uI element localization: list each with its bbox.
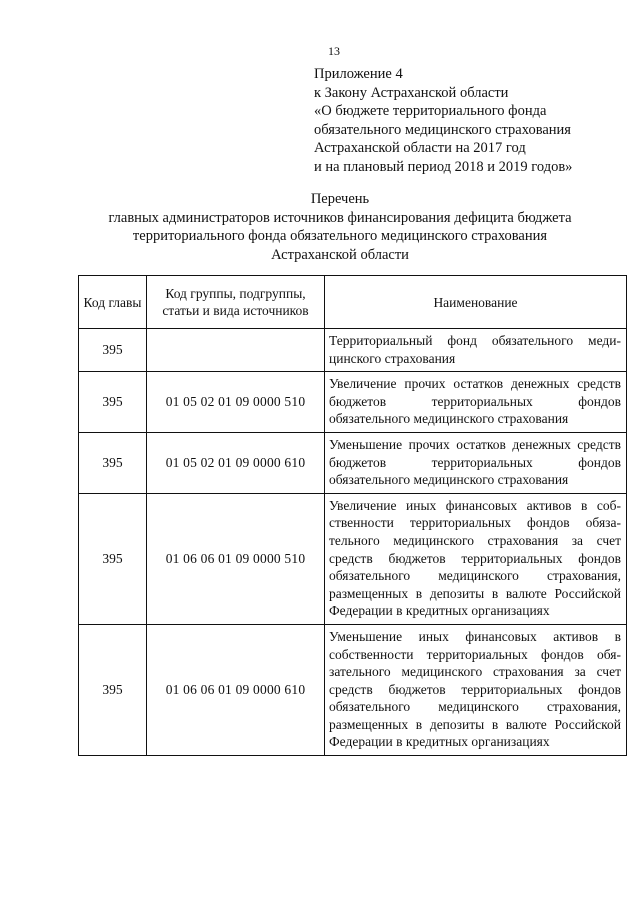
cell-name: Увеличение прочих остатков денежных средств бюджетов территориальных фондов обязательного медицинского страхования (325, 372, 627, 433)
sources-table (78, 275, 627, 756)
cell-name: Территориальный фонд обязательного медицинского страхования (325, 329, 627, 372)
column-header-name: Наименование (325, 276, 627, 329)
appendix-header-line: Приложение 4 (314, 66, 403, 82)
cell-source-code: 01 06 06 01 09 0000 610 (147, 624, 325, 755)
cell-chapter-code: 395 (79, 432, 147, 493)
cell-source-code (147, 329, 325, 372)
table-row (79, 432, 627, 493)
appendix-header-line: к Закону Астраханской области (314, 84, 509, 101)
cell-chapter-code: 395 (79, 329, 147, 372)
cell-chapter-code: 395 (79, 624, 147, 755)
column-header-chapter-code: Код главы (79, 276, 147, 329)
cell-source-code: 01 06 06 01 09 0000 510 (147, 493, 325, 624)
cell-name: Уменьшение прочих остатков денежных средств бюджетов территориальных фондов обязательного медицинского страхования (325, 432, 627, 493)
title-line: главных администраторов источников финансирования дефицита бюджета (108, 209, 572, 226)
appendix-header-line: и на плановый период 2018 и 2019 годов» (314, 158, 573, 175)
appendix-header-line: «О бюджете территориального фонда (314, 103, 547, 119)
title-line: территориального фонда обязательного медицинского страхования (132, 228, 548, 244)
title-line: Перечень (310, 191, 370, 207)
cell-source-code: 01 05 02 01 09 0000 610 (147, 432, 325, 493)
cell-chapter-code: 395 (79, 372, 147, 433)
column-header-source-code: Код группы, подгруппы, статьи и вида источников (147, 276, 325, 329)
cell-source-code: 01 05 02 01 09 0000 510 (147, 372, 325, 433)
cell-name: Увеличение иных финансовых активов в собственности территориальных фондов обязательного медицинского страхования за счет средств бюджетов территориальных фондов обязательного медицинского страхования, размещенных в депозиты в валюте Российской Федерации в кредитных организациях (325, 493, 627, 624)
cell-name: Уменьшение иных финансовых активов в собственности территориальных фондов обязательного медицинского страхования за счет средств бюджетов территориальных фондов обязательного медицинского страхования, размещенных в депозиты в валюте Российской Федерации в кредитных организациях (325, 624, 627, 755)
document-title (60, 190, 620, 264)
table-row (79, 372, 627, 433)
title-line: Астраханской области (271, 246, 409, 263)
table-header-row (79, 276, 627, 329)
table-row (79, 329, 627, 372)
cell-chapter-code: 395 (79, 493, 147, 624)
table-row (79, 624, 627, 755)
appendix-header-line: обязательного медицинского страхования (314, 121, 571, 138)
page-number: 13 (328, 44, 340, 58)
appendix-header (314, 65, 624, 176)
table-row (79, 493, 627, 624)
appendix-header-line: Астраханской области на 2017 год (314, 140, 526, 156)
